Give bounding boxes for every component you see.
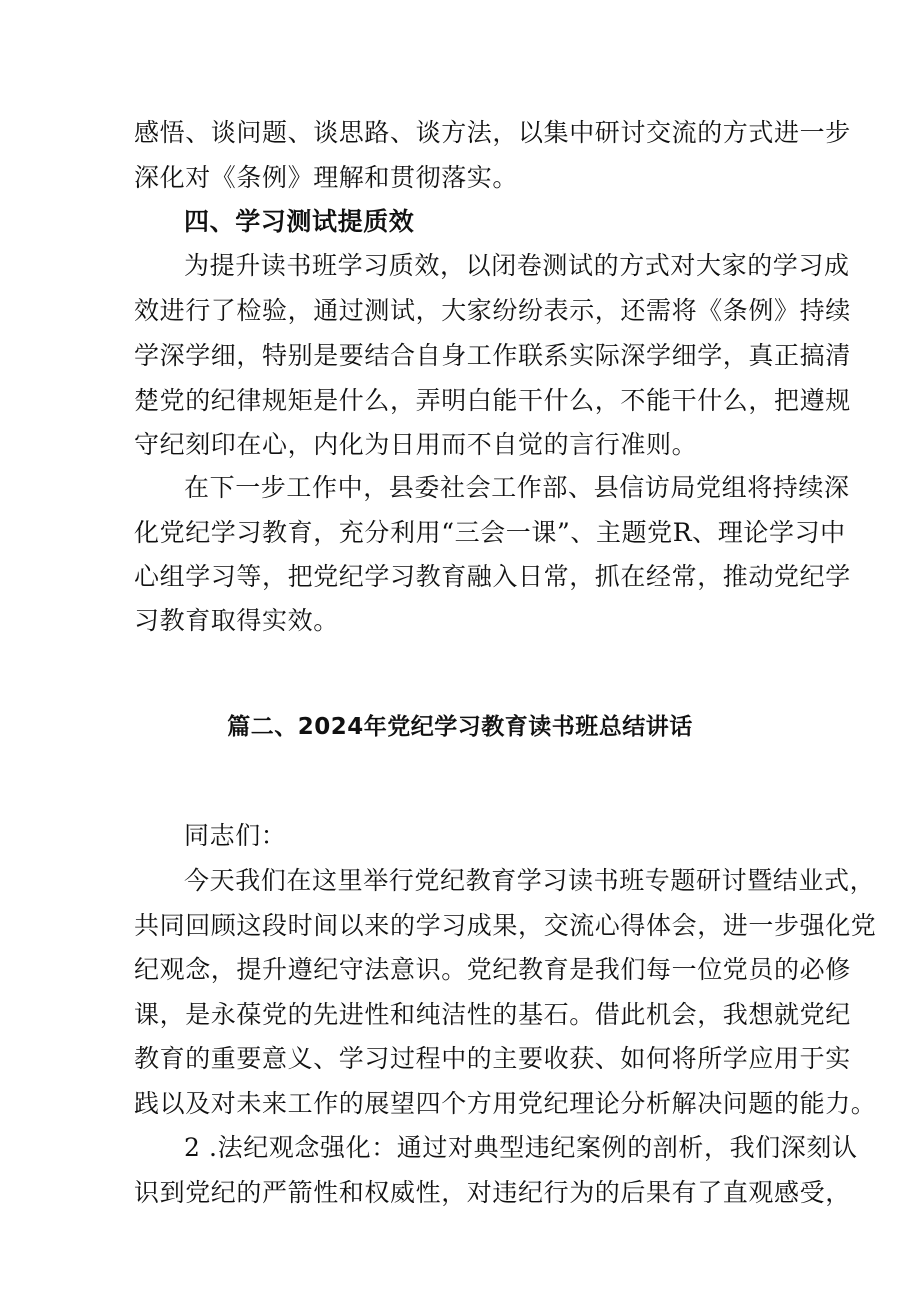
paragraph-line: 识到党纪的严箭性和权威性，对违纪行为的后果有了直观感受，: [134, 1178, 851, 1207]
paragraph-line: 感悟、谈问题、谈思路、谈方法，以集中研讨交流的方式进一步: [134, 118, 851, 147]
paragraph-line: 今天我们在这里举行党纪教育学习读书班专题研讨暨结业式，: [184, 866, 876, 895]
paragraph-line: 践以及对未来工作的展望四个方用党纪理论分析解决问题的能力。: [134, 1089, 877, 1118]
paragraph-line: 共同回顾这段时间以来的学习成果，交流心得体会，进一步强化党: [134, 911, 877, 940]
paragraph-line: 心组学习等，把党纪学习教育融入日常，抓在经常，推动党纪学: [134, 562, 851, 591]
paragraph-line: 化党纪学习教育，充分利用“三会一课”、主题党R、理论学习中: [134, 518, 846, 547]
paragraph-line: 纪观念，提升遵纪守法意识。党纪教育是我们每一位党员的必修: [134, 955, 851, 984]
paragraph-line: 2 .法纪观念强化：通过对典型违纪案例的剖析，我们深刻认: [184, 1133, 858, 1162]
paragraph-line: 楚党的纪律规矩是什么，弄明白能干什么，不能干什么，把遵规: [134, 386, 851, 415]
paragraph-line: 深化对《条例》理解和贯彻落实。: [134, 163, 519, 192]
paragraph-line: 课，是永葆党的先进性和纯洁性的基石。借此机会，我想就党纪: [134, 1000, 851, 1029]
paragraph-line: 学深学细，特别是要结合自身工作联系实际深学细学，真正搞清: [134, 341, 851, 370]
paragraph-line: 习教育取得实效。: [134, 606, 339, 635]
paragraph-line: 为提升读书班学习质效，以闭卷测试的方式对大家的学习成: [184, 251, 850, 280]
paragraph-line: 效进行了检验，通过测试，大家纷纷表示，还需将《条例》持续: [134, 296, 851, 325]
greeting: 同志们：: [184, 821, 287, 850]
paragraph-line: 守纪刻印在心，内化为日用而不自觉的言行准则。: [134, 430, 698, 459]
paragraph-line: 教育的重要意义、学习过程中的主要收获、如何将所学应用于实: [134, 1044, 851, 1073]
article-title: 篇二、2024年党纪学习教育读书班总结讲话: [227, 714, 693, 740]
paragraph-line: 在下一步工作中，县委社会工作部、县信访局党组将持续深: [184, 473, 850, 502]
section-heading: 四、学习测试提质效: [184, 207, 415, 236]
